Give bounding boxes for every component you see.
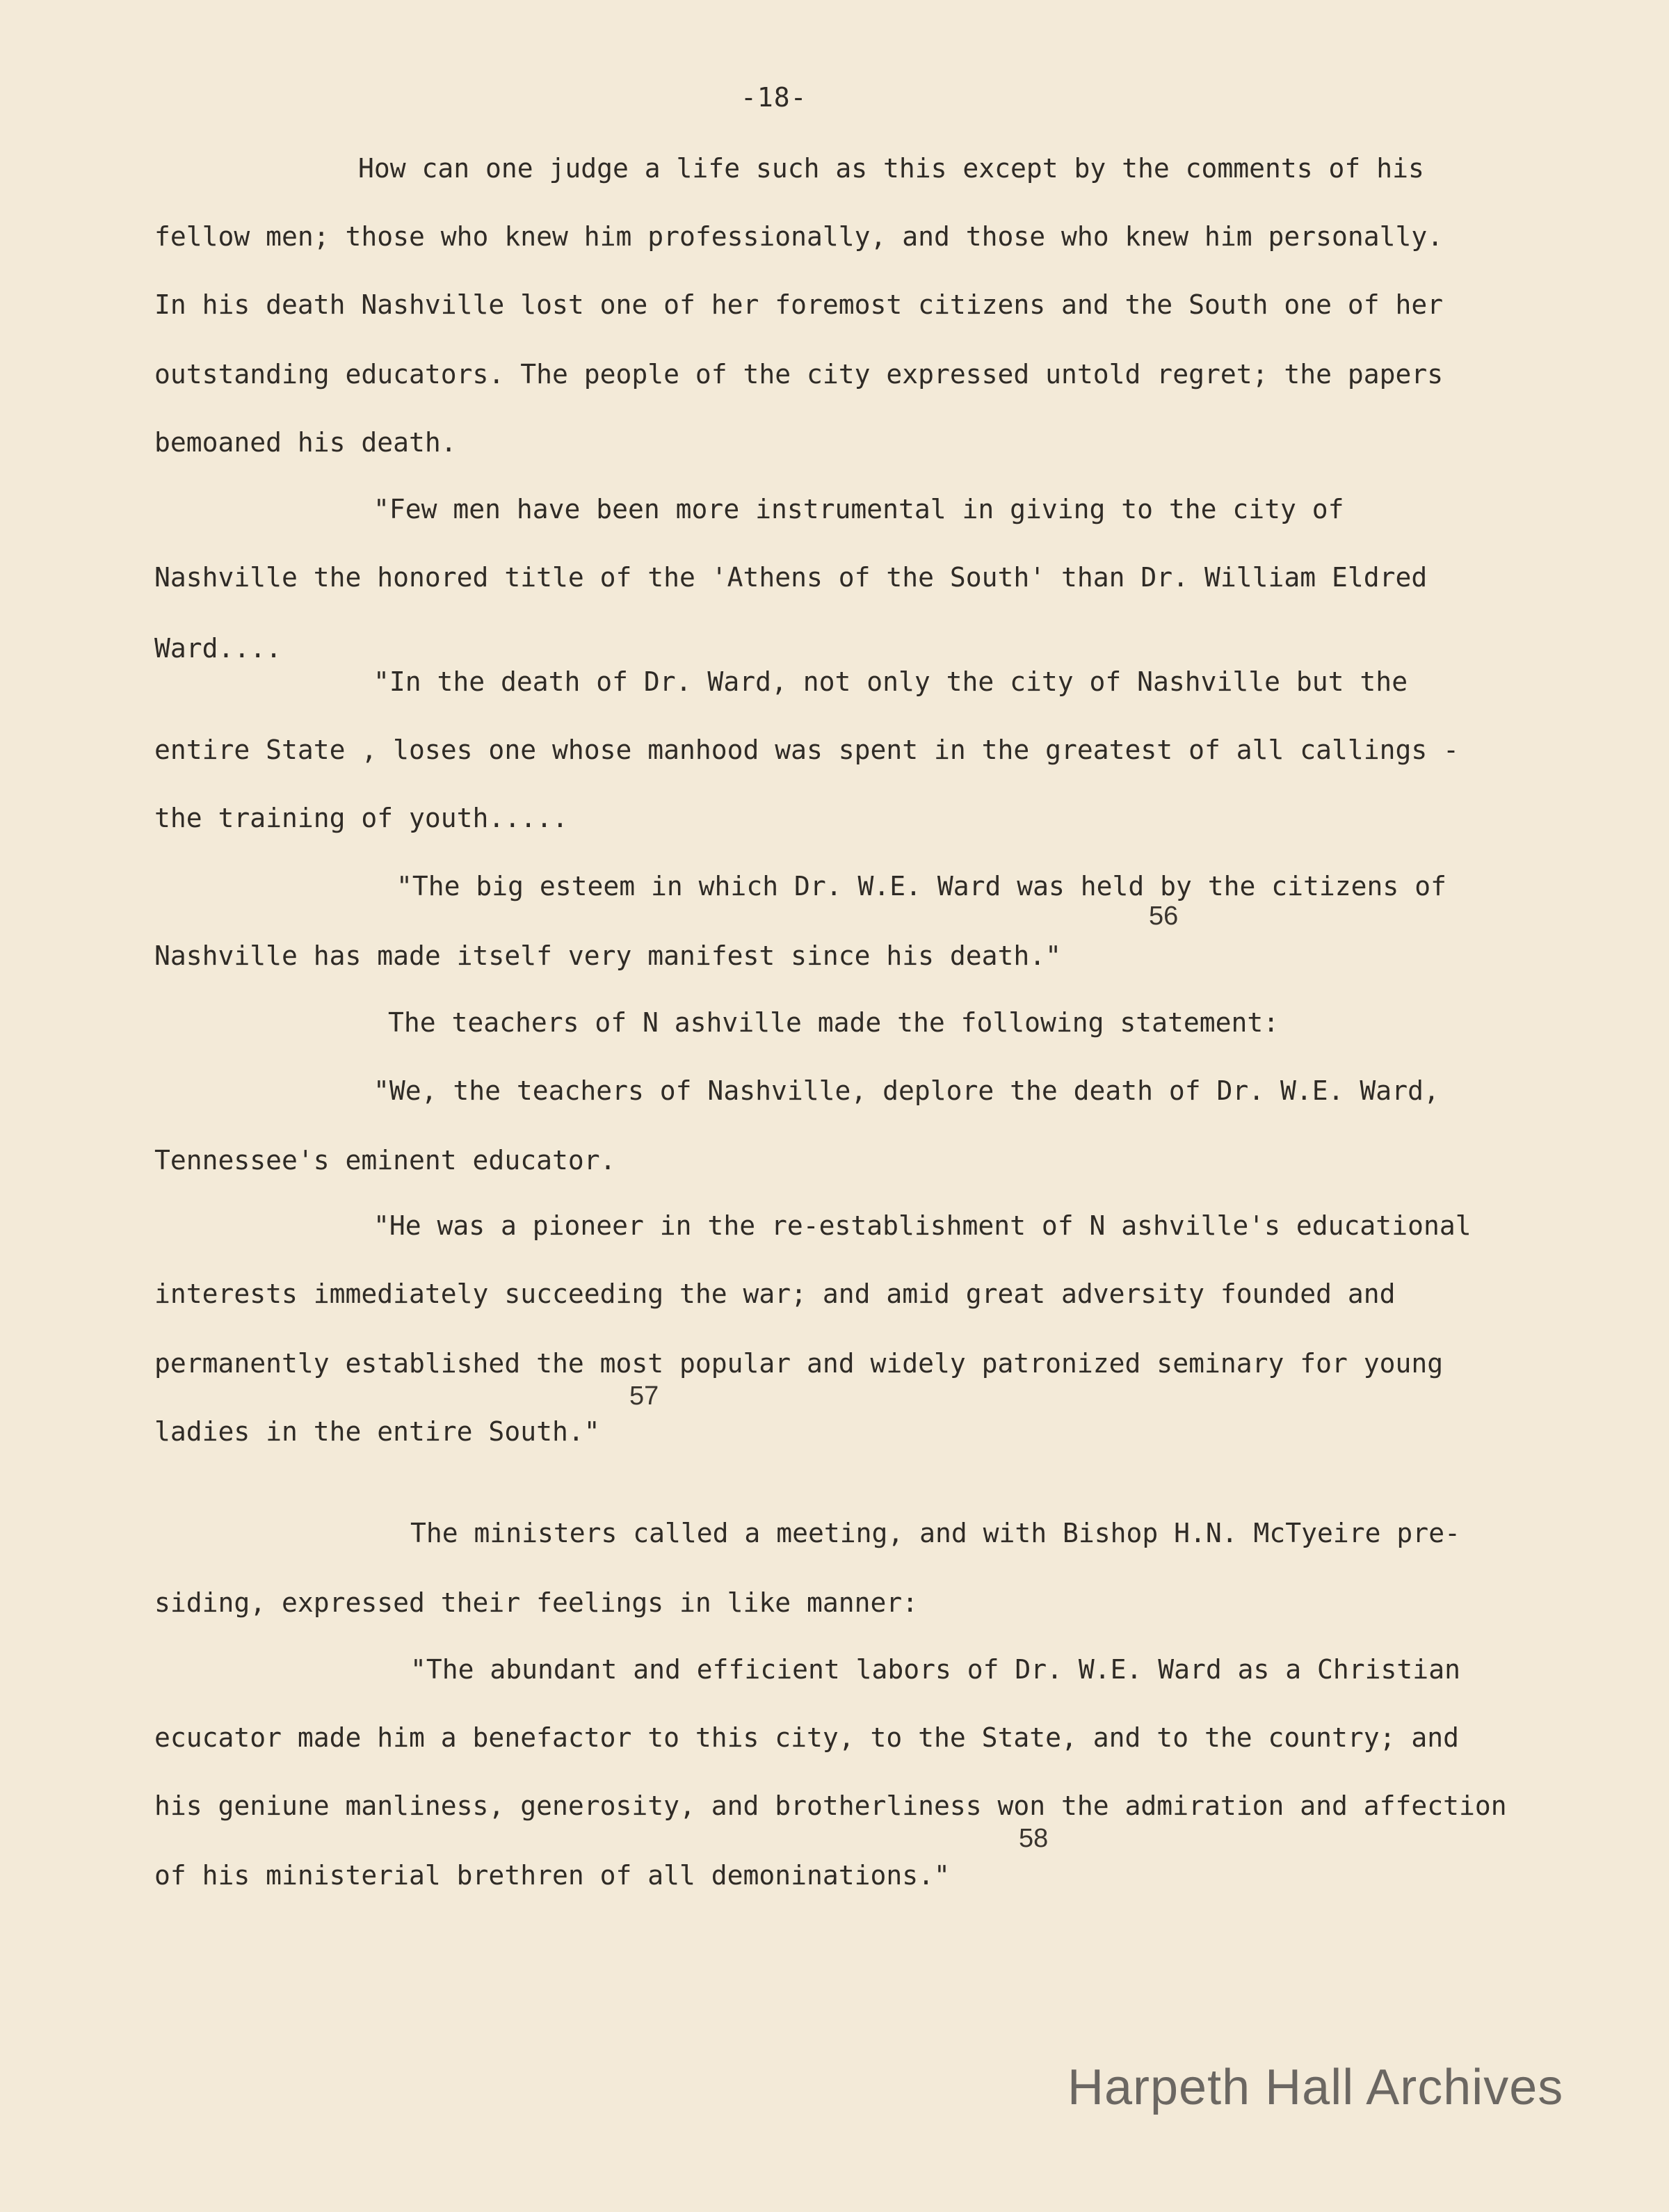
text-line: "He was a pioneer in the re-establishment of N ashville's educational: [373, 1210, 1472, 1241]
text-line: "Few men have been more instrumental in giving to the city of: [373, 494, 1344, 524]
text-line: Nashville has made itself very manifest since his death.": [154, 940, 1062, 971]
text-line: ecucator made him a benefactor to this city, to the State, and to the country; and: [154, 1722, 1459, 1753]
footnote-58: 58: [1019, 1824, 1049, 1853]
text-line: "In the death of Dr. Ward, not only the city of Nashville but the: [373, 666, 1408, 697]
text-line: "We, the teachers of Nashville, deplore the death of Dr. W.E. Ward,: [373, 1075, 1440, 1106]
text-line: siding, expressed their feelings in like manner:: [154, 1587, 919, 1618]
text-line: "The abundant and efficient labors of Dr. W.E. Ward as a Christian: [410, 1654, 1460, 1685]
text-line: entire State , loses one whose manhood was spent in the greatest of all callings -: [154, 735, 1459, 765]
text-line: The ministers called a meeting, and with Bishop H.N. McTyeire pre-: [410, 1518, 1460, 1548]
text-line: Ward....: [154, 633, 282, 664]
text-line: The teachers of N ashville made the following statement:: [388, 1007, 1280, 1038]
text-line: Nashville the honored title of the 'Athens of the South' than Dr. William Eldred: [154, 562, 1428, 593]
text-line: "The big esteem in which Dr. W.E. Ward was held by the citizens of: [396, 871, 1446, 901]
text-line: Tennessee's eminent educator.: [154, 1145, 616, 1176]
text-line: interests immediately succeeding the war; and amid great adversity founded and: [154, 1279, 1396, 1309]
text-line: ladies in the entire South.": [154, 1416, 600, 1447]
text-line: his geniune manliness, generosity, and brotherliness won the admiration and affection: [154, 1790, 1507, 1821]
footnote-57: 57: [629, 1381, 659, 1411]
page-number: -18-: [741, 82, 807, 113]
text-line: permanently established the most popular and widely patronized seminary for young: [154, 1348, 1444, 1379]
footnote-56: 56: [1149, 901, 1179, 931]
text-line: fellow men; those who knew him professionally, and those who knew him personally.: [154, 221, 1444, 252]
text-line: How can one judge a life such as this except by the comments of his: [358, 153, 1424, 184]
archive-watermark: Harpeth Hall Archives: [1067, 2060, 1564, 2115]
text-line: In his death Nashville lost one of her foremost citizens and the South one of her: [154, 289, 1444, 320]
text-line: of his ministerial brethren of all demoninations.": [154, 1860, 950, 1891]
text-line: outstanding educators. The people of the city expressed untold regret; the papers: [154, 359, 1444, 390]
text-line: bemoaned his death.: [154, 427, 457, 458]
text-line: the training of youth.....: [154, 803, 568, 833]
